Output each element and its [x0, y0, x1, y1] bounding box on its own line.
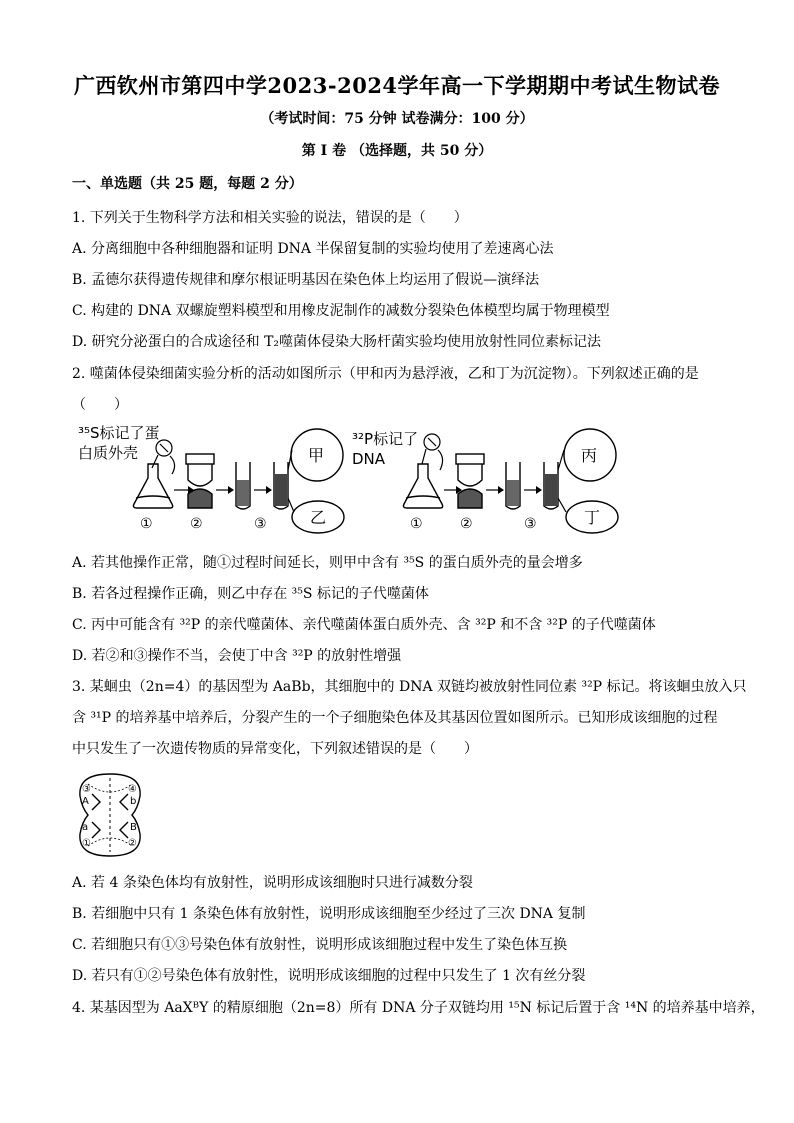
q3-stem-line3: 中只发生了一次遗传物质的异常变化，下列叙述错误的是（ ）: [72, 741, 478, 757]
dropper-icon: [152, 440, 175, 474]
label-2: ②: [128, 838, 137, 849]
q3-option-a: A. 若 4 条染色体均有放射性，说明形成该细胞时只进行减数分裂: [72, 875, 473, 891]
q2-stem-line1: 2. 噬菌体侵染细菌实验分析的活动如图所示（甲和丙为悬浮液，乙和丁为沉淀物）。下列叙述正确的是: [72, 366, 699, 382]
q1-stem: 1. 下列关于生物科学方法和相关实验的说法，错误的是（ ）: [72, 210, 468, 226]
q1-option-b: B. 孟德尔获得遗传规律和摩尔根证明基因在染色体上均运用了假说—演绎法: [72, 272, 540, 288]
connector-yi: [288, 498, 294, 512]
flask-icon: [133, 464, 172, 508]
fig-right-label-line2: DNA: [352, 450, 386, 468]
label-3: ③: [82, 784, 91, 795]
part-heading: 第 I 卷 （选择题，共 50 分）: [301, 143, 493, 159]
q4-stem-line1: 4. 某基因型为 AaXᴮY 的精原细胞（2n=8）所有 DNA 分子双链均用 ¹⁵N 标记后置于含 ¹⁴N 的培养基中培养，: [72, 1000, 765, 1016]
test-tube-icon: [506, 462, 520, 509]
fig-left-label-line1: ³⁵S标记了蛋: [78, 424, 160, 442]
fig-bing: 丙: [581, 446, 598, 465]
fig-left-step2: ②: [190, 516, 203, 532]
label-4: ④: [128, 784, 137, 795]
test-tube-icon: [236, 462, 250, 509]
fig-yi: 乙: [310, 508, 327, 527]
gene-a: a: [82, 822, 89, 833]
fig-right-step3: ③: [524, 516, 537, 532]
fig-left-step1: ①: [140, 516, 153, 532]
chromosome-3: [92, 794, 100, 810]
fig-ding: 丁: [584, 508, 601, 527]
arrow-6-head: [536, 486, 542, 494]
blender-icon: [456, 454, 484, 508]
phage-infection-diagram: [70, 420, 630, 545]
flask-icon: [403, 464, 442, 508]
fig-left-step3: ③: [254, 516, 267, 532]
q1-option-d: D. 研究分泌蛋白的合成途径和 T₂噬菌体侵染大肠杆菌实验均使用放射性同位素标记法: [72, 334, 602, 350]
q3-stem-line1: 3. 某蛔虫（2n=4）的基因型为 AaBb，其细胞中的 DNA 双链均被放射性同位素 ³²P 标记。将该蛔虫放入只: [72, 679, 747, 695]
arrow-2-head: [228, 486, 234, 494]
chromosome-2: [120, 822, 128, 838]
q1-option-c: C. 构建的 DNA 双螺旋塑料模型和用橡皮泥制作的减数分裂染色体模型均属于物理模型: [72, 303, 610, 319]
q2-option-c: C. 丙中可能含有 ³²P 的亲代噬菌体、亲代噬菌体蛋白质外壳、含 ³²P 和不含 ³²P 的子代噬菌体: [72, 617, 656, 633]
q2-option-d: D. 若②和③操作不当，会使丁中含 ³²P 的放射性增强: [72, 648, 402, 664]
fig-right-step1: ①: [410, 516, 423, 532]
chromosome-1: [92, 822, 100, 838]
q2-stem-line2: （ ）: [72, 397, 128, 413]
fig-right-label-line1: ³²P标记了: [352, 430, 419, 448]
gene-B: B: [130, 822, 137, 833]
fig-jia: 甲: [308, 446, 325, 465]
arrow-5-head: [498, 486, 504, 494]
exam-title: 广西钦州市第四中学2023-2024学年高一下学期期中考试生物试卷: [73, 73, 721, 98]
exam-subtitle: （考试时间：75 分钟 试卷满分：100 分）: [260, 111, 534, 127]
chromosome-4: [120, 794, 128, 810]
q3-option-c: C. 若细胞只有①③号染色体有放射性，说明形成该细胞过程中发生了染色体互换: [72, 937, 568, 953]
arrow-3-head: [266, 486, 272, 494]
centrifuge-tube-icon: [274, 462, 288, 509]
q2-option-a: A. 若其他操作正常，随①过程时间延长，则甲中含有 ³⁵S 的蛋白质外壳的量会增多: [72, 555, 583, 571]
blender-icon: [186, 454, 214, 508]
label-1: ①: [82, 838, 91, 849]
q1-option-a: A. 分离细胞中各种细胞器和证明 DNA 半保留复制的实验均使用了差速离心法: [72, 241, 554, 257]
section-heading: 一、单选题（共 25 题，每题 2 分）: [72, 176, 303, 192]
q3-option-b: B. 若细胞中只有 1 条染色体有放射性，说明形成该细胞至少经过了三次 DNA 复制: [72, 906, 586, 922]
connector-bing: [558, 450, 564, 470]
dividing-cell-diagram: [74, 770, 146, 860]
q3-option-d: D. 若只有①②号染色体有放射性，说明形成该细胞的过程中只发生了 1 次有丝分裂: [72, 968, 586, 984]
q3-stem-line2: 含 ³¹P 的培养基中培养后，分裂产生的一个子细胞染色体及其基因位置如图所示。已知形成该细胞的过程: [72, 710, 718, 726]
q2-option-b: B. 若各过程操作正确，则乙中存在 ³⁵S 标记的子代噬菌体: [72, 586, 429, 602]
connector-ding: [558, 498, 566, 512]
fig-left-label-line2: 白质外壳: [78, 444, 139, 462]
centrifuge-tube-icon: [544, 462, 558, 509]
fig-right-step2: ②: [460, 516, 473, 532]
gene-b: b: [130, 796, 137, 807]
gene-A: A: [82, 796, 89, 807]
